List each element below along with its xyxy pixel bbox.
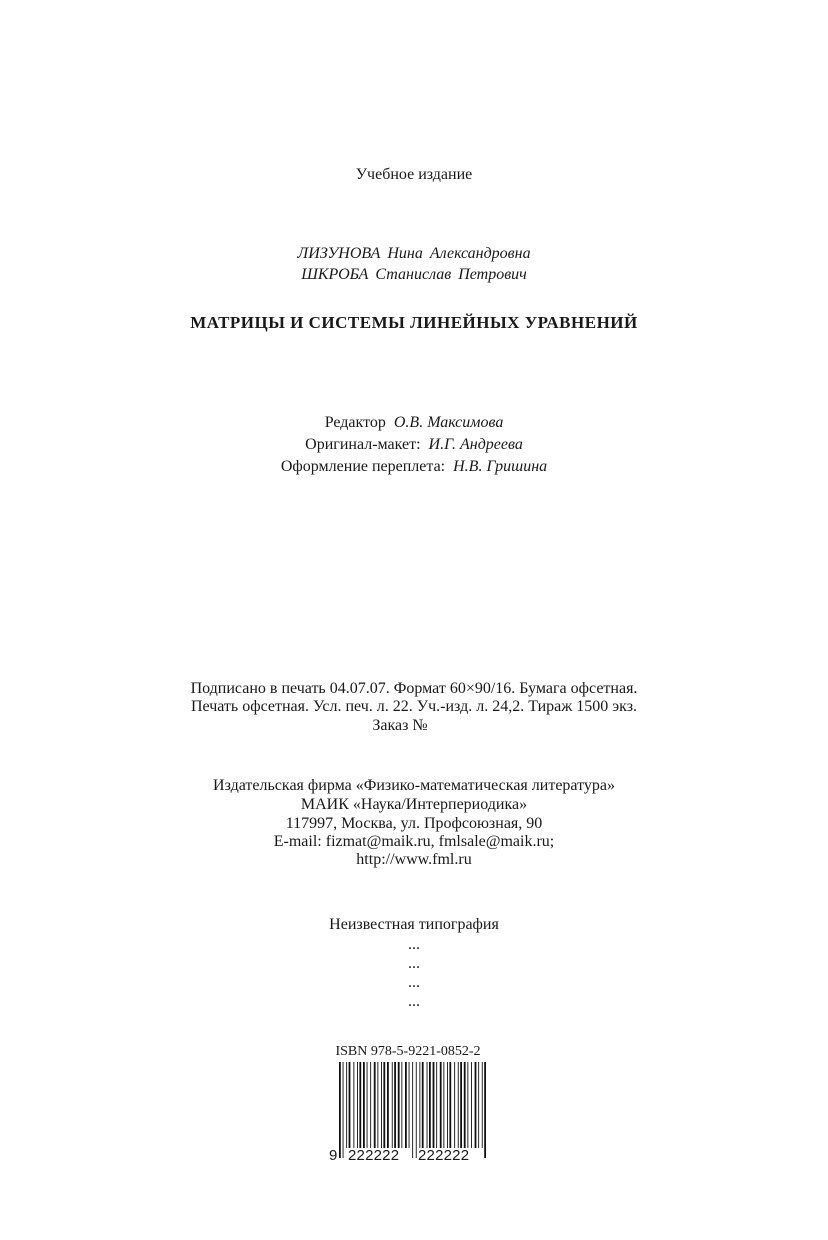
- author-2-given: Станислав Петрович: [375, 266, 527, 283]
- edition-type: Учебное издание: [355, 166, 473, 183]
- barcode-bar: [447, 1062, 448, 1148]
- barcode-bar: [409, 1062, 410, 1148]
- barcode-group-1: 222222: [348, 1147, 400, 1164]
- barcode-bar: [460, 1062, 462, 1148]
- barcode-bar: [475, 1062, 477, 1148]
- barcode-bar: [484, 1062, 486, 1158]
- credit-editor-label: Редактор: [324, 414, 386, 431]
- credit-cover-label: Оформление переплета:: [280, 458, 446, 475]
- barcode-bar: [464, 1062, 466, 1148]
- printer-line: ...: [408, 955, 420, 972]
- barcode-bar: [458, 1062, 459, 1148]
- book-title: МАТРИЦЫ И СИСТЕМЫ ЛИНЕЙНЫХ УРАВНЕНИЙ: [190, 313, 638, 332]
- barcode-bar: [478, 1062, 479, 1148]
- publisher-address: 117997, Москва, ул. Профсоюзная, 90: [285, 815, 543, 832]
- barcode-bar: [443, 1062, 444, 1148]
- author-1-given: Нина Александровна: [387, 245, 531, 262]
- barcode-bar: [436, 1062, 437, 1148]
- barcode-bar: [357, 1062, 358, 1148]
- barcode-bar: [427, 1062, 428, 1148]
- barcode-bar: [416, 1062, 417, 1158]
- barcode-bar: [412, 1062, 413, 1158]
- barcode-bar: [359, 1062, 361, 1148]
- barcode-bar: [454, 1062, 455, 1148]
- barcode-bar: [419, 1062, 420, 1148]
- credit-layout: [0, 435, 828, 455]
- printer-line: ...: [408, 936, 420, 953]
- credit-editor-name: О.В. Максимова: [393, 414, 504, 431]
- author-1: [0, 244, 828, 264]
- author-2-surname: ШКРОБА: [301, 266, 369, 283]
- printer-line: ...: [408, 993, 420, 1010]
- publisher-line-2: МАИК «Наука/Интерпериодика»: [300, 796, 528, 813]
- credit-cover-name: Н.В. Гришина: [453, 458, 548, 475]
- barcode-bar: [383, 1062, 385, 1148]
- barcode-bar: [429, 1062, 431, 1148]
- barcode-bar: [467, 1062, 468, 1148]
- barcode-bar: [353, 1062, 354, 1148]
- barcode-bar: [346, 1062, 347, 1148]
- print-info-line-2: Печать офсетная. Усл. печ. л. 22. Уч.-изд. л. 24,2. Тираж 1500 экз.: [190, 698, 638, 715]
- publisher-email: E-mail: fizmat@maik.ru, fmlsale@maik.ru;: [273, 833, 555, 850]
- barcode-bar: [387, 1062, 389, 1148]
- barcode-bar: [370, 1062, 371, 1148]
- author-2: [0, 265, 828, 285]
- barcode-bar: [339, 1062, 341, 1158]
- credit-cover: [0, 457, 828, 477]
- barcode-bar: [398, 1062, 400, 1148]
- barcode-bar: [471, 1062, 472, 1148]
- barcode-first-digit: 9: [329, 1147, 338, 1164]
- barcode-bar: [394, 1062, 396, 1148]
- credit-layout-label: Оригинал-макет:: [305, 436, 421, 453]
- barcode-bar: [405, 1062, 407, 1148]
- publisher-url: http://www.fml.ru: [356, 851, 472, 868]
- barcode-bar: [433, 1062, 435, 1148]
- barcode-bar: [401, 1062, 402, 1148]
- author-1-surname: ЛИЗУНОВА: [297, 245, 381, 262]
- barcode-bar: [392, 1062, 393, 1148]
- barcode-bar: [349, 1062, 351, 1148]
- print-info-line-1: Подписано в печать 04.07.07. Формат 60×90/16. Бумага офсетная.: [190, 680, 638, 697]
- printer-name: Неизвестная типография: [329, 916, 499, 933]
- barcode-bar: [363, 1062, 365, 1148]
- barcode-bar: [367, 1062, 368, 1148]
- isbn-barcode: [329, 1044, 499, 1164]
- barcode-bar: [449, 1062, 451, 1148]
- publisher-line-1: Издательская фирма «Физико-математическая литература»: [213, 777, 615, 794]
- credit-layout-name: И.Г. Андреева: [428, 436, 523, 453]
- barcode-bar: [482, 1062, 483, 1148]
- isbn-label: ISBN 978-5-9221-0852-2: [335, 1044, 481, 1059]
- barcode-group-2: 222222: [418, 1147, 470, 1164]
- barcode-bar: [440, 1062, 442, 1148]
- printer-line: ...: [408, 974, 420, 991]
- barcode-bar: [422, 1062, 424, 1148]
- order-number: Заказ №: [372, 717, 428, 734]
- barcode-bar: [381, 1062, 382, 1148]
- barcode-bar: [343, 1062, 344, 1158]
- credit-editor: [0, 413, 828, 433]
- barcode-bar: [374, 1062, 376, 1148]
- barcode-bar: [377, 1062, 378, 1148]
- barcode-bars: [339, 1062, 489, 1158]
